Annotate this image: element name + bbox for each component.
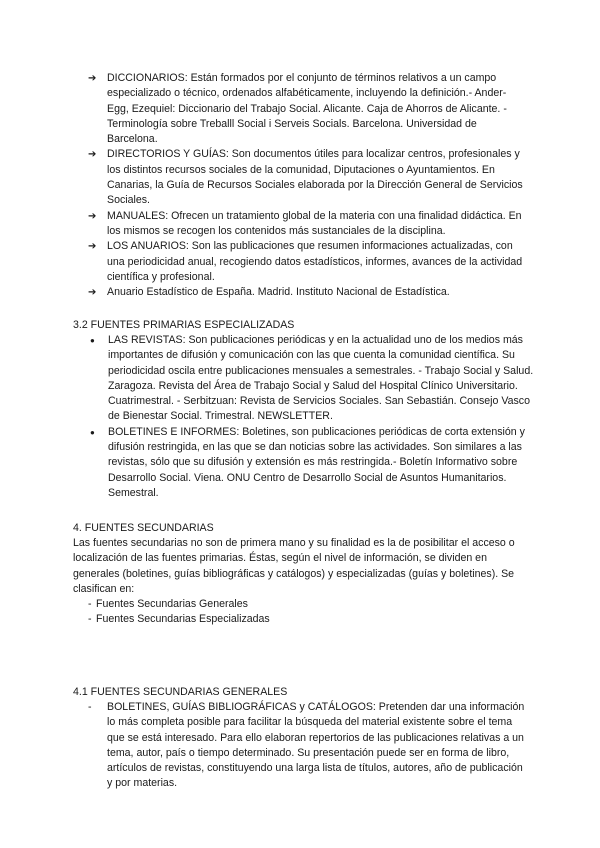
list-item-text: Fuentes Secundarias Especializadas	[96, 613, 270, 626]
list-item-text: DIRECTORIOS Y GUÍAS: Son documentos útiles para localizar centros, profesionales y los distintos recursos sociales de la comunidad, Diputaciones o Ayuntamientos. En Canarias, la Guía de Recursos Sociales elaborada por la Dirección General de Servicios Sociales.	[107, 148, 523, 207]
list-item-text: Fuentes Secundarias Generales	[96, 598, 248, 610]
list-item-text: MANUALES: Ofrecen un tratamiento global de la materia con una finalidad didáctica. En los mismos se recogen los contenidos más sustanciales de la disciplina.	[107, 209, 522, 237]
dash-icon: -	[88, 701, 92, 713]
list-item	[88, 147, 528, 208]
resource-types-list	[88, 71, 528, 300]
list-item-text: BOLETINES, GUÍAS BIBLIOGRÁFICAS y CATÁLOGOS: Pretenden dar una información lo más completa posible para facilitar la búsqueda del material existente sobre el tema que se está interesado. Para ello elaboran repertorios de las publicaciones relativas a un tema, autor, país o tiempo determinado. Su presentación puede ser en forma de libro, artículos de revistas, constituyendo una larga lista de títulos, autores, año de publicación y por materias.	[107, 701, 525, 790]
list-item	[90, 333, 535, 425]
dash-icon: -	[88, 613, 92, 626]
arrow-right-icon: ➔	[88, 241, 97, 253]
arrow-right-icon: ➔	[88, 149, 97, 161]
list-item	[88, 71, 528, 147]
section-4-paragraph: Las fuentes secundarias no son de primera mano y su finalidad es la de posibilitar el acceso o localización de las fuentes primarias. Éstas, según el nivel de información, se dividen en generales (boletines, guías bibliográficas y catálogos) y especializadas (guías y boletines). Se clasifican en:	[73, 537, 515, 595]
arrow-right-icon: ➔	[88, 210, 97, 222]
bullet-icon: ●	[90, 336, 95, 345]
bullet-icon: ●	[90, 427, 95, 437]
arrow-right-icon: ➔	[88, 73, 97, 84]
list-item	[88, 239, 528, 285]
list-item	[88, 285, 528, 300]
dash-icon: -	[88, 598, 92, 610]
secondary-sources-list	[88, 597, 388, 628]
list-item-text: Anuario Estadístico de España. Madrid. Instituto Nacional de Estadística.	[107, 286, 450, 299]
list-item-text: LOS ANUARIOS: Son las publicaciones que resumen informaciones actualizadas, con una periodicidad anual, recogiendo datos estadísticos, informes, avances de la actividad científica y profesional.	[107, 240, 523, 283]
section-title-4-1: 4.1 FUENTES SECUNDARIAS GENERALES	[73, 686, 288, 698]
list-item-text: LAS REVISTAS: Son publicaciones periódicas y en la actualidad uno de los medios más importantes de difusión y comunicación con las que cuenta la comunidad científica. Su periodicidad oscila entre publicaciones mensuales a semestrales. - Trabajo Social y Salud. Zaragoza. Revista del Área de Trabajo Social y Salud del Hospital Clínico Universitario. Cuatrimestral. - Serbitzuan: Revista de Servicios Sociales. San Sebastián. Consejo Vasco de Bienestar Social. Trimestral. NEWSLETTER.	[108, 334, 534, 423]
list-item	[88, 209, 528, 240]
arrow-right-icon: ➔	[88, 287, 97, 299]
list-item	[90, 425, 535, 501]
list-item-text: BOLETINES E INFORMES: Boletines, son publicaciones periódicas de corta extensión y difusión restringida, en las que se dan noticias sobre las actividades. Son similares a las revistas, sólo que su difusión y extensión es más restringida.- Boletín Informativo sobre Desarrollo Social. Viena. ONU Centro de Desarrollo Social de Asuntos Humanitarios. Semestral.	[108, 425, 525, 499]
list-item	[88, 700, 528, 792]
section-title-4: 4. FUENTES SECUNDARIAS	[73, 522, 214, 534]
list-item-text: DICCIONARIOS: Están formados por el conjunto de términos relativos a un campo especializado o técnico, ordenados alfabéticamente, incluyendo la definición.- Ander-Egg, Ezequiel: Diccionario del Trabajo Social. Alicante. Caja de Ahorros de Alicante. - Terminología sobre Treballl Social i Serveis Socials. Barcelona. Universidad de Barcelona.	[107, 72, 507, 146]
list-item	[88, 597, 388, 612]
list-item	[88, 612, 388, 627]
general-secondary-list	[88, 700, 528, 792]
section-title-3-2: 3.2 FUENTES PRIMARIAS ESPECIALIZADAS	[73, 319, 295, 331]
specialized-sources-list	[90, 333, 535, 501]
